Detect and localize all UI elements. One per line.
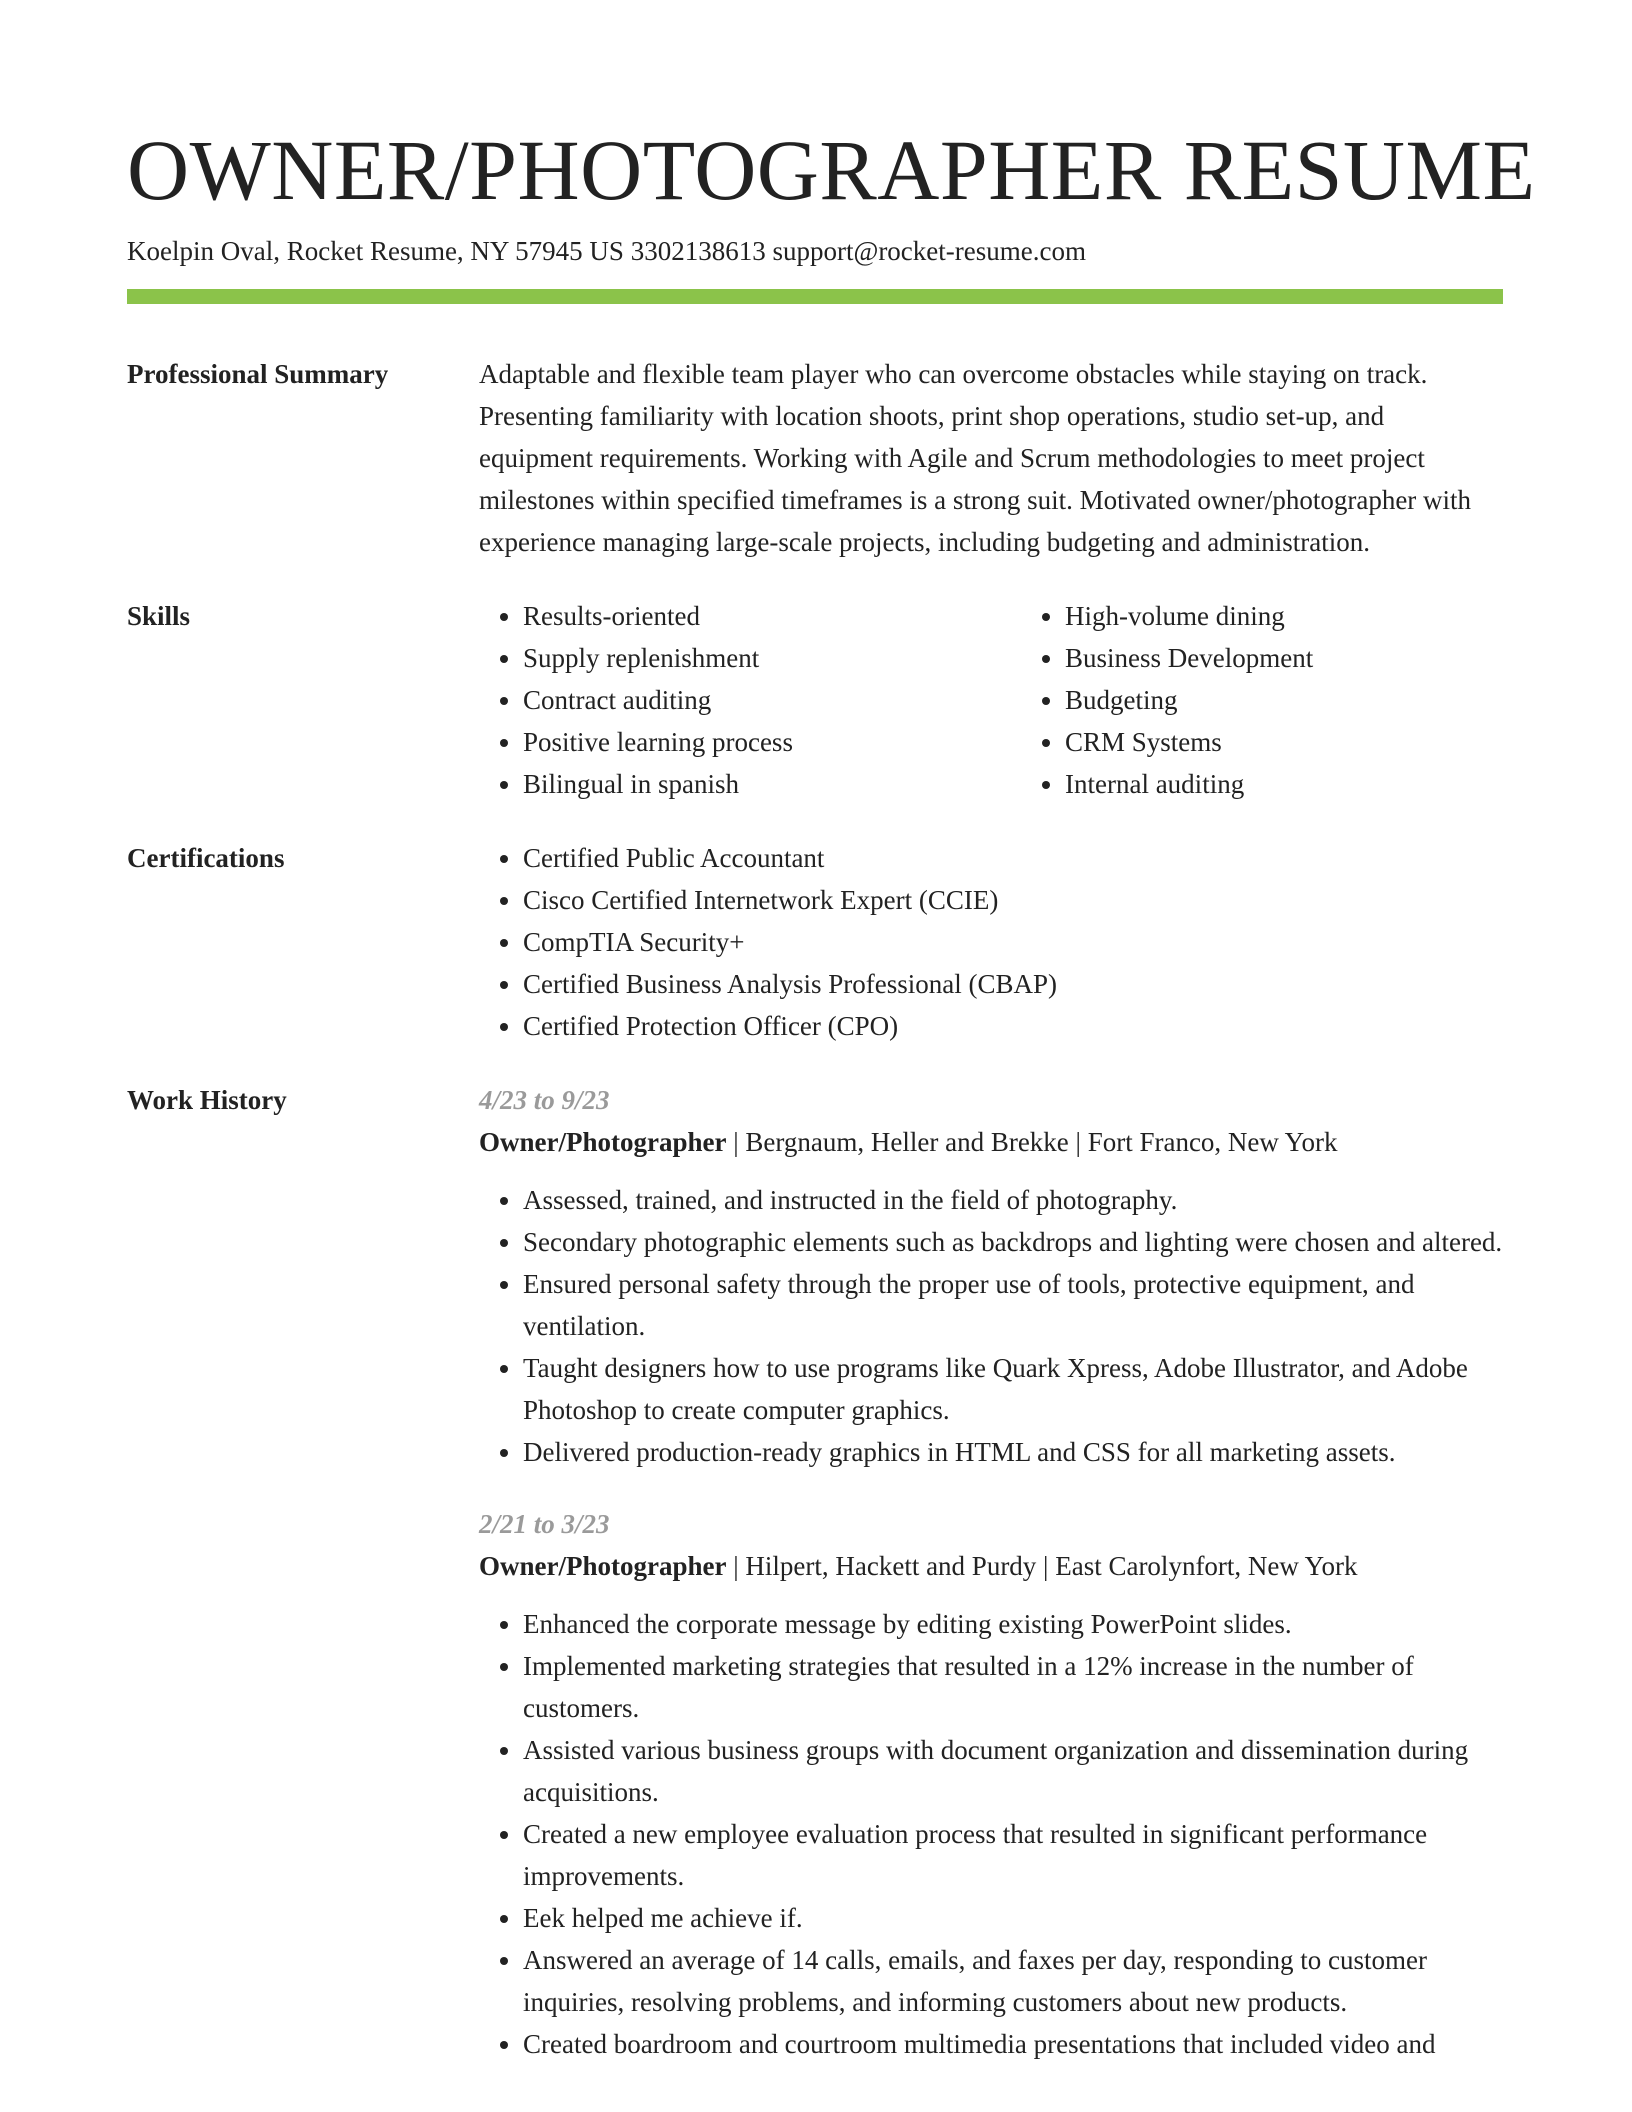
job-title: Owner/Photographer (479, 1551, 727, 1581)
contact-address: Koelpin Oval, Rocket Resume, NY 57945 US (127, 236, 624, 266)
contact-line (127, 231, 1503, 271)
skill-item: • CRM Systems (1065, 721, 1503, 763)
job-bullet: • Delivered production-ready graphics in HTML and CSS for all marketing assets. (523, 1431, 1503, 1473)
certification-item: • Certified Protection Officer (CPO) (523, 1005, 1503, 1047)
skill-item: • Internal auditing (1065, 763, 1503, 805)
job-header (479, 1545, 1503, 1587)
skill-item: • Bilingual in spanish (523, 763, 961, 805)
skill-item: • Contract auditing (523, 679, 961, 721)
job-header (479, 1121, 1503, 1163)
job-bullets (479, 1603, 1503, 2065)
job-bullet: • Secondary photographic elements such as backdrops and lighting were chosen and altered. (523, 1221, 1503, 1263)
skill-item: • Business Development (1065, 637, 1503, 679)
skills-list-right (1021, 595, 1503, 805)
job-employer-location: | Hilpert, Hackett and Purdy | East Carolynfort, New York (726, 1551, 1358, 1581)
job-bullet: • Eek helped me achieve if. (523, 1897, 1503, 1939)
skill-item: • Budgeting (1065, 679, 1503, 721)
skill-item: • Supply replenishment (523, 637, 961, 679)
job-bullet: • Created boardroom and courtroom multimedia presentations that included video and (523, 2023, 1503, 2065)
work-history-section (127, 1079, 1503, 2065)
job-bullet: • Ensured personal safety through the proper use of tools, protective equipment, and ventilation. (523, 1263, 1503, 1347)
skill-item: • High-volume dining (1065, 595, 1503, 637)
job-entry (479, 1079, 1503, 1473)
summary-text: Adaptable and flexible team player who can overcome obstacles while staying on track. Presenting familiarity with location shoots, print shop operations, studio set-up, and equipment requirements. Working with Agile and Scrum methodologies to meet project milestones within specified timeframes is a strong suit. Motivated owner/photographer with experience managing large-scale projects, including budgeting and administration. (479, 359, 1472, 557)
job-dates: 4/23 to 9/23 (479, 1085, 610, 1115)
summary-section (127, 353, 1503, 563)
job-bullet: • Answered an average of 14 calls, emails, and faxes per day, responding to customer inquiries, resolving problems, and informing customers about new products. (523, 1939, 1503, 2023)
job-bullet: • Implemented marketing strategies that resulted in a 12% increase in the number of customers. (523, 1645, 1503, 1729)
certification-item: • CompTIA Security+ (523, 921, 1503, 963)
contact-email: support@rocket-resume.com (772, 236, 1086, 266)
section-label-skills: Skills (127, 601, 191, 631)
accent-divider (127, 289, 1503, 304)
certifications-list (479, 837, 1503, 1047)
job-title: Owner/Photographer (479, 1127, 727, 1157)
resume-page (127, 118, 1536, 2065)
certifications-section (127, 837, 1503, 1047)
job-bullet: • Assessed, trained, and instructed in the field of photography. (523, 1179, 1503, 1221)
skill-item: • Results-oriented (523, 595, 961, 637)
section-label-summary: Professional Summary (127, 359, 389, 389)
certification-item: • Certified Business Analysis Professional (CBAP) (523, 963, 1503, 1005)
job-bullet: • Enhanced the corporate message by editing existing PowerPoint slides. (523, 1603, 1503, 1645)
job-entry (479, 1503, 1503, 2065)
section-label-certifications: Certifications (127, 843, 285, 873)
job-bullet: • Assisted various business groups with document organization and dissemination during acquisitions. (523, 1729, 1503, 1813)
skills-list-left (479, 595, 961, 805)
skills-section (127, 595, 1503, 805)
job-bullets (479, 1179, 1503, 1473)
job-employer-location: | Bergnaum, Heller and Brekke | Fort Franco, New York (726, 1127, 1338, 1157)
resume-title: OWNER/PHOTOGRAPHER RESUME (127, 122, 1536, 218)
contact-phone: 3302138613 (630, 236, 766, 266)
certification-item: • Cisco Certified Internetwork Expert (CCIE) (523, 879, 1503, 921)
job-dates: 2/21 to 3/23 (479, 1509, 610, 1539)
job-bullet: • Taught designers how to use programs like Quark Xpress, Adobe Illustrator, and Adobe Photoshop to create computer graphics. (523, 1347, 1503, 1431)
skill-item: • Positive learning process (523, 721, 961, 763)
certification-item: • Certified Public Accountant (523, 837, 1503, 879)
job-bullet: • Created a new employee evaluation process that resulted in significant performance improvements. (523, 1813, 1503, 1897)
section-label-work-history: Work History (127, 1085, 287, 1115)
